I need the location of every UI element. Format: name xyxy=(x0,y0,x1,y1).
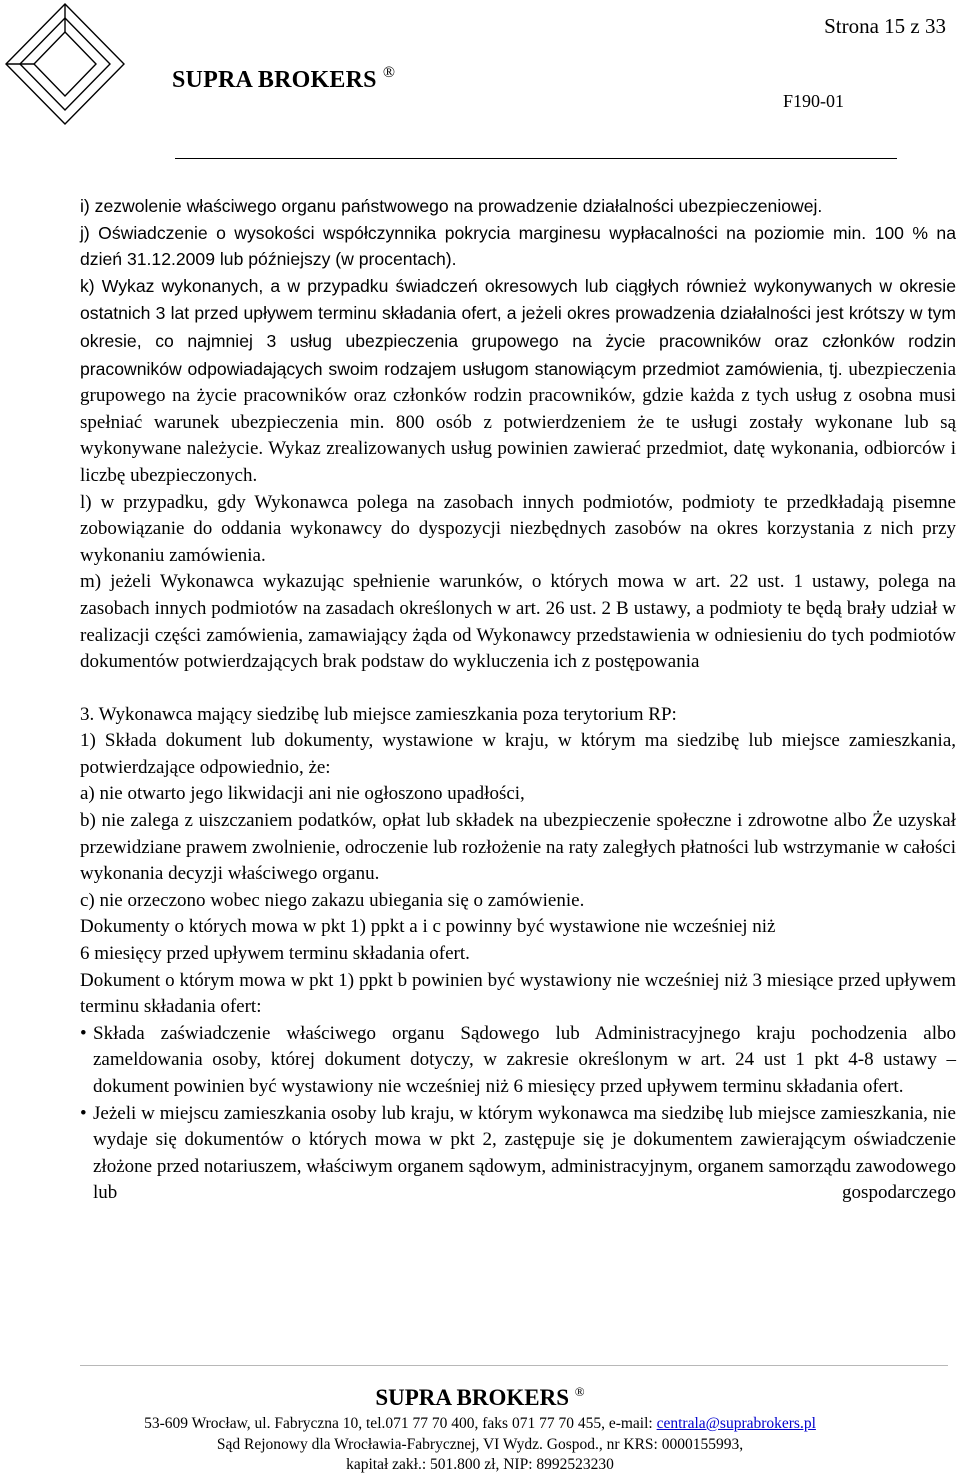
paragraph-l: l) w przypadku, gdy Wykonawca polega na zasobach innych podmiotów, podmioty te przedkładają pisemne zobowiązanie do oddania wykonawcy do dyspozycji niezbędnych zasobów na okres korzystania z nich przy wykonaniu zamówienia. xyxy=(80,491,956,566)
section-3-item-b: b) nie zalega z uiszczaniem podatków, opłat lub składek na ubezpieczenie społeczne i zdrowotne albo Że uzyskał przewidziane prawem zwolnienie, odroczenie lub rozłożenie na raty zaległych płatności lub wstrzymanie w całości wykonania decyzji właściwego organu. xyxy=(80,810,956,885)
page-number: Strona 15 z 33 xyxy=(824,14,946,38)
bullet-item xyxy=(80,1101,956,1207)
footer-brand-name: SUPRA BROKERS xyxy=(375,1385,569,1410)
header-divider xyxy=(175,158,897,159)
email-link[interactable]: centrala@suprabrokers.pl xyxy=(656,1415,816,1432)
paragraph-i: i) zezwolenie właściwego organu państwowego na prowadzenie działalności ubezpieczeniowej. xyxy=(80,196,823,216)
footer-address xyxy=(0,1415,960,1433)
document-body xyxy=(80,193,956,1207)
section-3-item-1: 1) Składa dokument lub dokumenty, wystawione w kraju, w którym ma siedzibę lub miejsce zamieszkania, potwierdzające odpowiednio, że: xyxy=(80,730,956,778)
header-brand-name: SUPRA BROKERS xyxy=(172,67,377,93)
documents-note-line-2: 6 miesięcy przed upływem terminu składania ofert. xyxy=(80,943,470,965)
bullet-icon: • xyxy=(80,1022,87,1044)
section-3-item-a: a) nie otwarto jego likwidacji ani nie ogłoszono upadłości, xyxy=(80,783,525,805)
paragraph-k-part1: k) Wykaz wykonanych, a w przypadku świadczeń okresowych lub ciągłych również wykonywanych w okresie ostatnich 3 lat przed upływem terminu składania ofert, a jeżeli okres prowadzenia działalności jest krótszy w tym okresie, co najmniej 3 usług ubezpieczenia grupowego na życie pracowników oraz członków rodzin pracowników odpowiadających swoim rodzajem usługom stanowiącym przedmiot zamówienia, tj. xyxy=(80,275,956,379)
document-b-note: Dokument o którym mowa w pkt 1) ppkt b powinien być wystawiony nie wcześniej niż 3 miesiące przed upływem terminu składania ofert: xyxy=(80,969,956,1018)
paragraph-j: j) Oświadczenie o wysokości współczynnika pokrycia marginesu wypłacalności na poziomie min. 100 % na dzień 31.12.2009 lub późniejszy (w procentach). xyxy=(80,222,956,270)
footer-brand xyxy=(0,1384,960,1411)
bullet-item xyxy=(80,1021,956,1101)
footer-divider xyxy=(80,1365,948,1366)
bullet-icon: • xyxy=(80,1102,87,1124)
footer-capital-info: kapitał zakł.: 501.800 zł, NIP: 8992523230 xyxy=(346,1456,614,1473)
registered-mark: ® xyxy=(382,64,396,81)
document-code: F190-01 xyxy=(783,91,845,111)
paragraph-k xyxy=(80,273,956,490)
footer-address-text: 53-609 Wrocław, ul. Fabryczna 10, tel.071 77 70 400, faks 071 77 70 455, e-mail: xyxy=(144,1415,657,1432)
bullet-text-2: Jeżeli w miejscu zamieszkania osoby lub kraju, w którym wykonawca ma siedzibę lub miejsce zamieszkania, nie wydaje się dokumentów o których mowa w pkt 2, zastępuje się je dokumentem zawierającym oświadczenie złożone przed notariuszem, właściwym organem sądowym, administracyjnym, organem samorządu zawodowego lub gospodarczego xyxy=(93,1102,956,1204)
footer-court-info: Sąd Rejonowy dla Wrocławia-Fabrycznej, VI Wydz. Gospod., nr KRS: 0000155993, xyxy=(216,1436,744,1453)
section-3-heading: 3. Wykonawca mający siedzibę lub miejsce zamieszkania poza terytorium RP: xyxy=(80,703,677,725)
company-logo xyxy=(0,0,130,140)
section-3-item-c: c) nie orzeczono wobec niego zakazu ubiegania się o zamówienie. xyxy=(80,889,585,911)
documents-note-line-1: Dokumenty o których mowa w pkt 1) ppkt a i c powinny być wystawione nie wcześniej niż xyxy=(80,916,776,938)
header-brand xyxy=(172,64,395,94)
paragraph-k-part2: ubezpieczenia grupowego na życie pracowników oraz członków rodzin pracowników, gdzie każda z tych usług z osobna musi spełniać warunek ubezpieczenia min. 800 osób z potwierdzeniem że te usługi zostały wykonane lub są wykonywane należycie. Wykaz zrealizowanych usług powinien zawierać przedmiot, datę wykonania, odbiorców i liczbę ubezpieczonych. xyxy=(80,358,957,486)
registered-mark: ® xyxy=(574,1384,585,1399)
paragraph-m: m) jeżeli Wykonawca wykazując spełnienie warunków, o których mowa w art. 22 ust. 1 ustawy, polega na zasobach innych podmiotów na zasadach określonych w art. 26 ust. 2 B ustawy, a podmioty te będą brały udział w realizacji części zamówienia, zamawiający żąda od Wykonawcy przedstawienia w odniesieniu do tych podmiotów dokumentów potwierdzających brak podstaw do wykluczenia ich z postępowania xyxy=(80,571,956,673)
bullet-text-1: Składa zaświadczenie właściwego organu Sądowego lub Administracyjnego kraju pochodzenia albo zameldowania osoby, której dokument dotyczy, w zakresie określonym w art. 24 ust 1 pkt 4-8 ustawy – dokument powinien być wystawiony nie wcześniej niż 6 miesięcy przed upływem terminu składania ofert. xyxy=(93,1022,956,1097)
